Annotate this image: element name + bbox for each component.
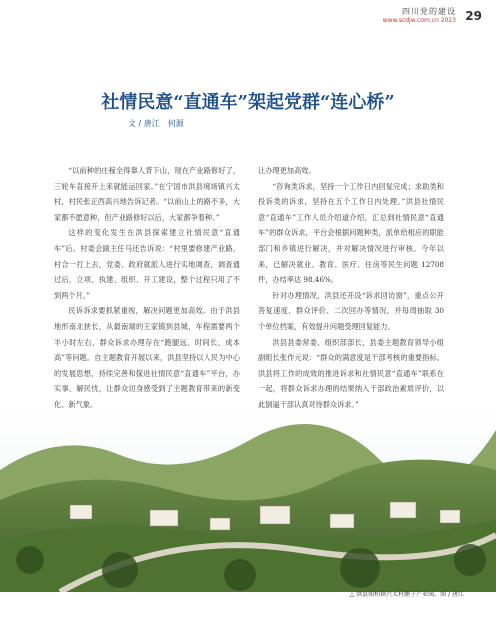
paragraph: “以前种的庄稼全得靠人背下山，现在产业路修好了，三轮车直接开上来就能运回家。”在宁国市洪县境场镇兴太村，村民张正西高兴地告诉记者。“以前山上的路不多，大家都不愿意种，但产业路修好以后，大家都争着种。” — [54, 166, 240, 222]
photo-caption — [350, 589, 464, 598]
paragraph: 这样的变化发生在洪县探索建立社情民意“直通车”后。村委会副主任马还告诉说：“村里要修建产业路，村合一打上去，党委、政府就派人进行实地调查，调查通过后，立项、执建、组织、开工建设，整个过程只用了不到两个月。” — [54, 228, 240, 300]
photo-illustration — [0, 410, 496, 592]
masthead — [383, 6, 456, 24]
article-title: 社情民意“直通车”架起党群“连心桥” — [101, 92, 395, 113]
page-number: 29 — [465, 9, 482, 23]
village-landscape-photo — [0, 410, 496, 592]
paragraph: 洪县县委常委、组织部部长，县委主题教育领导小组副组长张作元说：“群众的满意度是干部考核的重要指标。洪县将工作的成效的推进诉求和社情民意“直通车”联系在一起，将群众诉求办理的结果纳入干部政治素质评价，以此倒逼干部认真对待群众诉求。” — [258, 337, 444, 409]
publication-name: 四川党的建设 — [402, 7, 456, 16]
paragraph: 针对办理情况，洪县还开设“诉求回访窗”，重点公开答复速度、群众评价、二次回办等情况，并每周抽取 30 个单位档案，有效提升问题受理回复能力。 — [258, 290, 444, 331]
paragraph: 民诉诉求要抓紧重视，解决问题更加高效。由于洪县地形南北狭长，从最南端的王家镇到县城，车程需要两个半小时左右，群众诉求办理存在“跑腿远、时间长、成本高”等问题。自主题教育开展以来，洪县坚持以人民为中心的发展思想，持续完善和探进社情民意“直通车”平台，办实事、解民忧，让群众切身感受到了主题教育带来的新变化、新气象。 — [54, 306, 240, 409]
photo-caption-text: 洪县图柏镇兴太村鹏子产业园。图 / 唐江 — [356, 591, 464, 598]
paragraph: “咨询类诉求，坚持一个工作日内回复完成；求助类和投诉类的诉求，坚持在五个工作日内处理。”洪县社情民意“直通车”工作人员介绍道介绍，汇总到社情民意“直通车”的群众诉求，平台会根据问题种类，派单给相应的职能部门和乡镇进行解决，并对解决情况进行审核。今年以来，已解决就业、教育、医疗、住房等民生问题 12708 件，办结率达 98.46%。 — [258, 181, 444, 285]
paragraph: 让办理更加高效。 — [258, 166, 316, 175]
camera-icon: △ — [349, 591, 357, 598]
publication-url: www.scdjw.com.cn 2023 — [382, 17, 456, 24]
article-byline: 文 / 唐江 何源 — [128, 119, 184, 128]
